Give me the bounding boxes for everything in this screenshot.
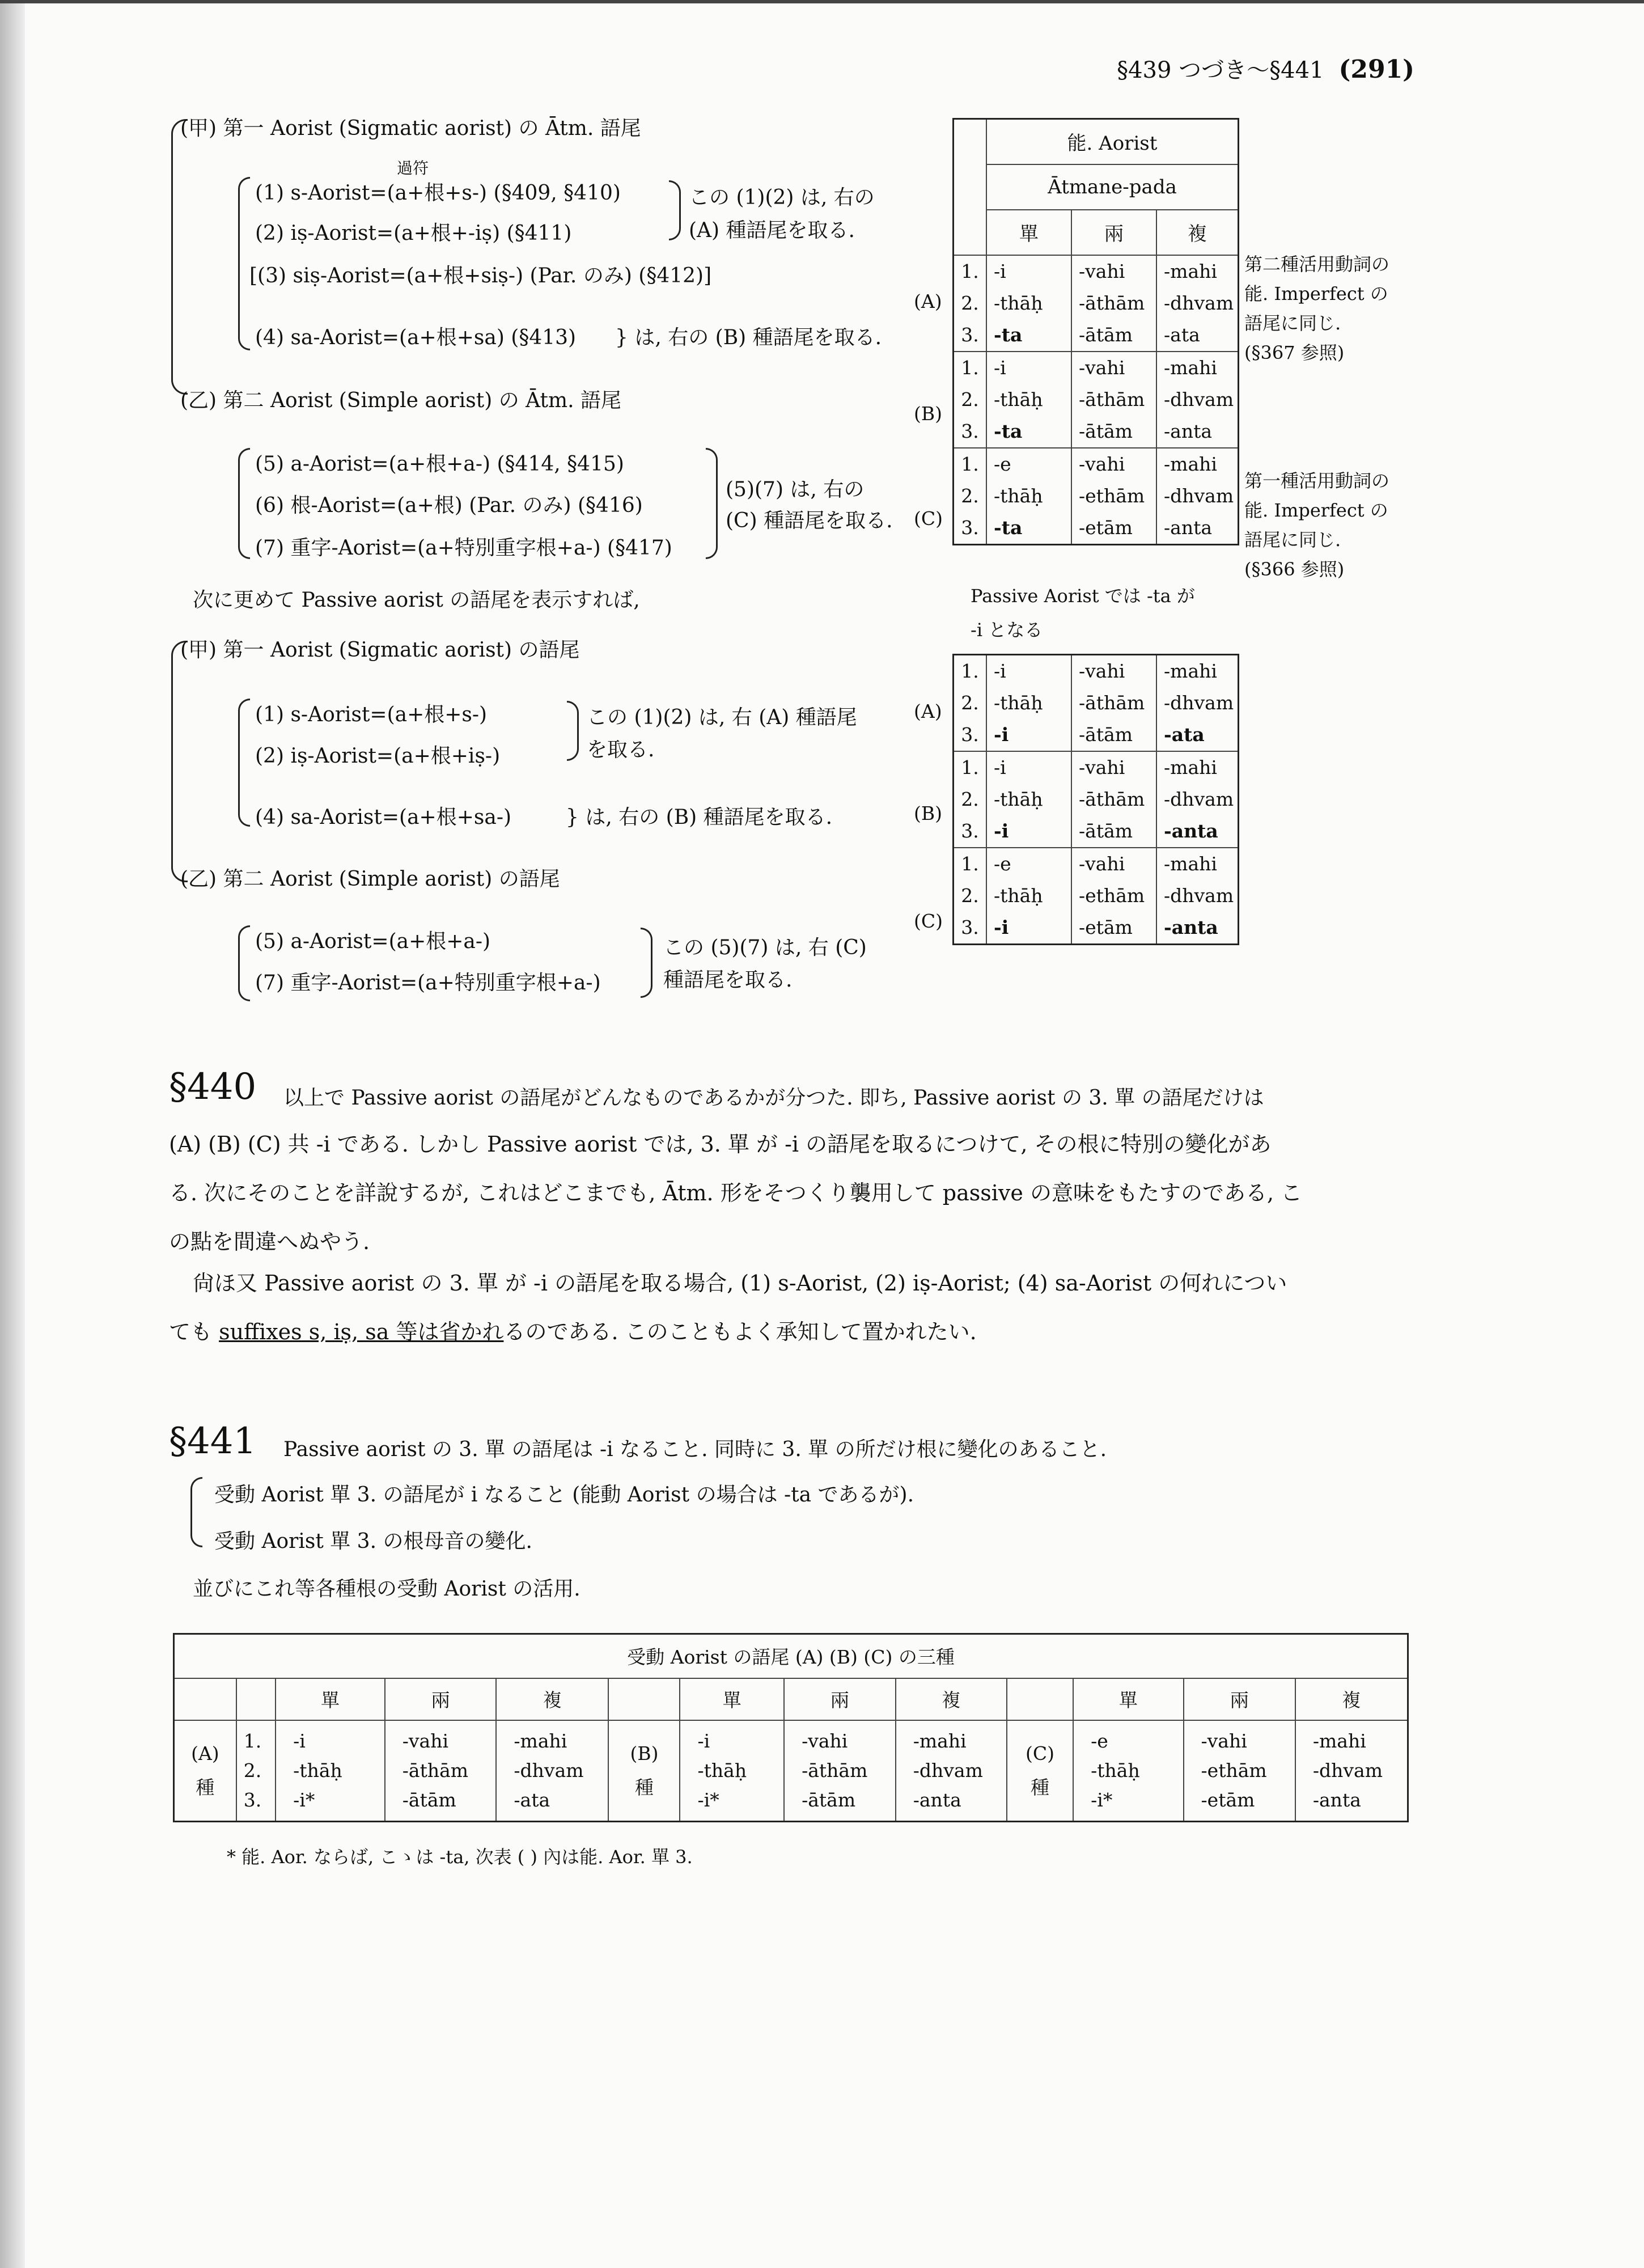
passive-endings-table xyxy=(952,654,1239,945)
ending: -mahi xyxy=(1164,356,1217,379)
num: 1. xyxy=(961,260,979,282)
header-section: §439 つづき〜§441 xyxy=(1117,57,1324,83)
s440-line1: 以上で Passive aorist の語尾がどんなものであるかが分つた. 即ち, Passive aorist の 3. 單 の語尾だけは xyxy=(283,1086,1264,1110)
ending: -dhvam xyxy=(1164,692,1234,714)
ending: -ethām xyxy=(1079,484,1145,507)
s441-line1: Passive aorist の 3. 單 の語尾は -i なること. 同時に 3. 單 の所だけ根に變化のあること. xyxy=(283,1438,1107,1461)
num: 1. xyxy=(961,660,979,682)
ending: -thāḥ xyxy=(994,692,1043,714)
ending: -ātām xyxy=(1079,323,1133,346)
num: 1. xyxy=(961,756,979,778)
passive-brace-b: } は, 右の (B) 種語尾を取る. xyxy=(566,806,833,829)
table1-head1: 能. Aorist xyxy=(986,119,1239,164)
passive-brace-c xyxy=(641,928,652,998)
ending: -ethām xyxy=(1079,885,1145,907)
ending: -e xyxy=(994,853,1011,875)
passive-item-1: (1) s-Aorist=(a+根+s-) xyxy=(255,703,488,726)
s440-underlined: suffixes s, iṣ, sa 等は省かれ xyxy=(219,1319,504,1344)
ending: -etām xyxy=(1079,916,1133,938)
group-kind: 種 xyxy=(1031,1776,1050,1799)
col-sg: 單 xyxy=(680,1678,784,1720)
outer-bracket-2 xyxy=(171,641,188,882)
col-sg: 單 xyxy=(276,1678,385,1720)
item-2: (2) iṣ-Aorist=(a+根+-iṣ) (§411) xyxy=(255,222,572,245)
c-pl: -mahi -dhvam -anta xyxy=(1295,1720,1408,1822)
num: 2. xyxy=(961,692,979,714)
ending: -thāḥ xyxy=(994,291,1043,314)
item-6: (6) 根-Aorist=(a+根) (Par. のみ) (§416) xyxy=(255,494,643,517)
ending: -vahi xyxy=(1079,260,1125,282)
koh-bracket xyxy=(238,177,250,350)
ending: -ātām xyxy=(1079,820,1133,842)
s441-bullet2: 受動 Aorist 單 3. の根母音の變化. xyxy=(214,1530,532,1553)
brace-a xyxy=(669,180,681,240)
ending: -āthām xyxy=(1079,388,1145,411)
s440-line3: る. 次にそのことを詳說するが, これはどこまでも, Ātm. 形をそつくり襲用して passive の意味をもたすのである, こ xyxy=(169,1180,1303,1205)
num: 3. xyxy=(961,420,979,442)
passive-caption-1: Passive Aorist では -ta が xyxy=(971,585,1195,607)
num: 1. xyxy=(961,356,979,379)
brace-c-text-2: (C) 種語尾を取る. xyxy=(726,509,893,532)
num: 3. xyxy=(961,323,979,346)
note-line: 第二種活用動詞の xyxy=(1244,253,1390,275)
ending: -ātām xyxy=(1079,420,1133,442)
otsu-title: (乙) 第二 Aorist (Simple aorist) の Ātm. 語尾 xyxy=(180,389,622,412)
ending: -vahi xyxy=(1079,452,1125,475)
koh-title: (甲) 第一 Aorist (Sigmatic aorist) の Ātm. 語尾 xyxy=(180,117,641,140)
group-c: (C) xyxy=(1026,1742,1055,1765)
side-note-2 xyxy=(1244,466,1389,584)
col-du: 兩 xyxy=(1184,1678,1295,1720)
passive-group-c-label: (C) xyxy=(914,910,943,932)
ending: -āthām xyxy=(1079,291,1145,314)
col-sg: 單 xyxy=(986,210,1071,255)
ending: -thāḥ xyxy=(994,788,1043,810)
col-pl: 複 xyxy=(1156,210,1239,255)
passive-brace-a-2: を取る. xyxy=(587,738,655,761)
passive-item-2: (2) iṣ-Aorist=(a+根+iṣ-) xyxy=(255,744,501,768)
col-pl: 複 xyxy=(1295,1678,1408,1720)
ending: -thāḥ xyxy=(994,388,1043,411)
note-line: 能. Imperfect の xyxy=(1244,283,1388,304)
brace-b-text: } は, 右の (B) 種語尾を取る. xyxy=(615,326,882,349)
s440-line4: の點を間違へぬやう. xyxy=(169,1229,370,1254)
brace-a-text-2: (A) 種語尾を取る. xyxy=(689,219,855,242)
ending: -mahi xyxy=(1164,660,1217,682)
col-du: 兩 xyxy=(385,1678,497,1720)
num: 2. xyxy=(961,484,979,507)
ending: -dhvam xyxy=(1164,788,1234,810)
c-sg: -e -thāḥ -i* xyxy=(1073,1720,1183,1822)
ending: -e xyxy=(994,452,1011,475)
scan-edge xyxy=(0,0,25,2268)
page-number: (291) xyxy=(1338,55,1414,84)
passive-otsu-bracket xyxy=(238,925,250,1001)
running-header xyxy=(1117,52,1414,84)
brace-c-text-1: (5)(7) は, 右の xyxy=(726,478,865,501)
num: 2. xyxy=(961,885,979,907)
s440-line6 xyxy=(169,1308,977,1356)
ending: -i xyxy=(994,260,1006,282)
b-pl: -mahi -dhvam -anta xyxy=(896,1720,1007,1822)
group-b-label: (B) xyxy=(914,403,942,425)
a-pl: -mahi -dhvam -ata xyxy=(496,1720,608,1822)
s441-bullet1: 受動 Aorist 單 3. の語尾が i なること (能動 Aorist の場合は -ta であるが). xyxy=(214,1483,914,1507)
passive-group-a-label: (A) xyxy=(914,700,942,722)
ending: -anta xyxy=(1164,420,1213,442)
ending: -mahi xyxy=(1164,260,1217,282)
passive-brace-c-2: 種語尾を取る. xyxy=(663,968,793,992)
item-5: (5) a-Aorist=(a+根+a-) (§414, §415) xyxy=(255,452,624,476)
table1-head2: Ātmane-pada xyxy=(986,164,1239,210)
outer-bracket xyxy=(171,119,188,395)
ending: -ta xyxy=(994,323,1023,346)
ending: -i xyxy=(994,916,1009,938)
c-du: -vahi -ethām -etām xyxy=(1184,1720,1295,1822)
passive-otsu-title: (乙) 第二 Aorist (Simple aorist) の語尾 xyxy=(180,868,560,891)
item-4: (4) sa-Aorist=(a+根+sa) (§413) xyxy=(255,326,577,349)
passive-item-5: (5) a-Aorist=(a+根+a-) xyxy=(255,930,491,953)
ending: -i xyxy=(994,356,1006,379)
ending: -dhvam xyxy=(1164,291,1234,314)
col-pl: 複 xyxy=(896,1678,1007,1720)
col-sg: 單 xyxy=(1073,1678,1183,1720)
ending: -vahi xyxy=(1079,756,1125,778)
ending: -i xyxy=(994,820,1009,842)
ending: -thāḥ xyxy=(994,885,1043,907)
brace-c xyxy=(706,448,718,559)
ending: -i xyxy=(994,756,1006,778)
ending: -anta xyxy=(1164,516,1213,539)
active-endings-table xyxy=(952,118,1239,545)
s440-line2: (A) (B) (C) 共 -i である. しかし Passive aorist では, 3. 單 が -i の語尾を取るにつけて, その根に特別の變化があ xyxy=(169,1132,1272,1157)
brace-a-text-1: この (1)(2) は, 右の xyxy=(689,186,875,209)
passive-caption-2: -i となる xyxy=(971,619,1043,641)
num: 3. xyxy=(961,916,979,938)
note-line: 語尾に同じ. xyxy=(1244,529,1341,551)
ending: -ata xyxy=(1164,323,1200,346)
s441-bracket xyxy=(190,1477,202,1547)
a-du: -vahi -āthām -ātām xyxy=(385,1720,497,1822)
item-1: (1) s-Aorist=(a+根+s-) (§409, §410) xyxy=(255,181,621,205)
ending: -āthām xyxy=(1079,692,1145,714)
person-numbers: 1. 2. 3. xyxy=(236,1720,276,1822)
passive-brace-c-1: この (5)(7) は, 右 (C) xyxy=(663,936,867,959)
ending: -i xyxy=(994,723,1009,746)
num: 2. xyxy=(961,788,979,810)
num: 2. xyxy=(961,291,979,314)
num: 2. xyxy=(961,388,979,411)
ending: -dhvam xyxy=(1164,885,1234,907)
note-line: (§367 参照) xyxy=(1244,342,1345,363)
ending: -mahi xyxy=(1164,853,1217,875)
section-441-number: §441 xyxy=(169,1420,257,1462)
side-note-1 xyxy=(1244,249,1389,367)
group-b: (B) xyxy=(630,1742,659,1765)
ending: -anta xyxy=(1164,820,1218,842)
ending: -anta xyxy=(1164,916,1218,938)
a-sg: -i -thāḥ -i* xyxy=(276,1720,385,1822)
item-3: [(3) siṣ-Aorist=(a+根+siṣ-) (Par. のみ) (§412)] xyxy=(249,264,712,287)
num: 3. xyxy=(961,723,979,746)
ending: -dhvam xyxy=(1164,484,1234,507)
group-c-label: (C) xyxy=(914,507,943,530)
passive-brace-a-1: この (1)(2) は, 右 (A) 種語尾 xyxy=(587,706,857,729)
ending: -vahi xyxy=(1079,853,1125,875)
s440-line6-b: るのである. このこともよく承知して置かれたい. xyxy=(503,1319,977,1344)
ruby-note: 過符 xyxy=(397,159,429,177)
s440-line6-a: ても xyxy=(169,1319,213,1344)
b-du: -vahi -āthām -ātām xyxy=(784,1720,896,1822)
ending: -āthām xyxy=(1079,788,1145,810)
passive-koh-title: (甲) 第一 Aorist (Sigmatic aorist) の語尾 xyxy=(180,638,580,662)
ending: -vahi xyxy=(1079,660,1125,682)
s441-line2: 並びにこれ等各種根の受動 Aorist の活用. xyxy=(193,1577,581,1601)
ending: -thāḥ xyxy=(994,484,1043,507)
note-line: (§366 参照) xyxy=(1244,558,1345,580)
ending: -dhvam xyxy=(1164,388,1234,411)
group-a-label: (A) xyxy=(914,290,942,312)
passive-group-b-label: (B) xyxy=(914,802,942,824)
col-du: 兩 xyxy=(1071,210,1156,255)
b-sg: -i -thāḥ -i* xyxy=(680,1720,784,1822)
passive-koh-bracket xyxy=(238,699,250,827)
ending: -ta xyxy=(994,420,1023,442)
num: 1. xyxy=(961,452,979,475)
ending: -vahi xyxy=(1079,356,1125,379)
note-line: 第一種活用動詞の xyxy=(1244,470,1390,492)
num: 1. xyxy=(961,853,979,875)
ending: -ta xyxy=(994,516,1023,539)
col-pl: 複 xyxy=(496,1678,608,1720)
num: 3. xyxy=(961,820,979,842)
ending: -i xyxy=(994,660,1006,682)
table3-title: 受動 Aorist の語尾 (A) (B) (C) の三種 xyxy=(174,1634,1408,1678)
passive-item-7: (7) 重字-Aorist=(a+特別重字根+a-) xyxy=(255,971,601,995)
ending: -ātām xyxy=(1079,723,1133,746)
group-a: (A) xyxy=(191,1742,219,1765)
passive-item-4: (4) sa-Aorist=(a+根+sa-) xyxy=(255,806,512,829)
ending: -mahi xyxy=(1164,756,1217,778)
top-rule xyxy=(0,0,1644,3)
num: 3. xyxy=(961,516,979,539)
ending: -ata xyxy=(1164,723,1205,746)
s440-line5: 尙ほ又 Passive aorist の 3. 單 が -i の語尾を取る場合, (1) s-Aorist, (2) iṣ-Aorist; (4) sa-Aorist の何れについ xyxy=(193,1271,1287,1296)
passive-intro: 次に更めて Passive aorist の語尾を表示すれば, xyxy=(193,589,640,612)
footnote: * 能. Aor. ならば, こゝは -ta, 次表 ( ) 內は能. Aor. 單 3. xyxy=(227,1846,693,1868)
passive-brace-a xyxy=(567,701,579,761)
ending: -mahi xyxy=(1164,452,1217,475)
passive-aorist-summary-table xyxy=(173,1633,1409,1822)
col-du: 兩 xyxy=(784,1678,896,1720)
item-7: (7) 重字-Aorist=(a+特別重字根+a-) (§417) xyxy=(255,536,672,560)
ending: -etām xyxy=(1079,516,1133,539)
note-line: 能. Imperfect の xyxy=(1244,500,1388,521)
note-line: 語尾に同じ. xyxy=(1244,312,1341,334)
section-440-number: §440 xyxy=(169,1066,257,1108)
otsu-bracket xyxy=(238,448,250,559)
group-kind: 種 xyxy=(634,1776,654,1799)
group-kind: 種 xyxy=(196,1776,215,1799)
